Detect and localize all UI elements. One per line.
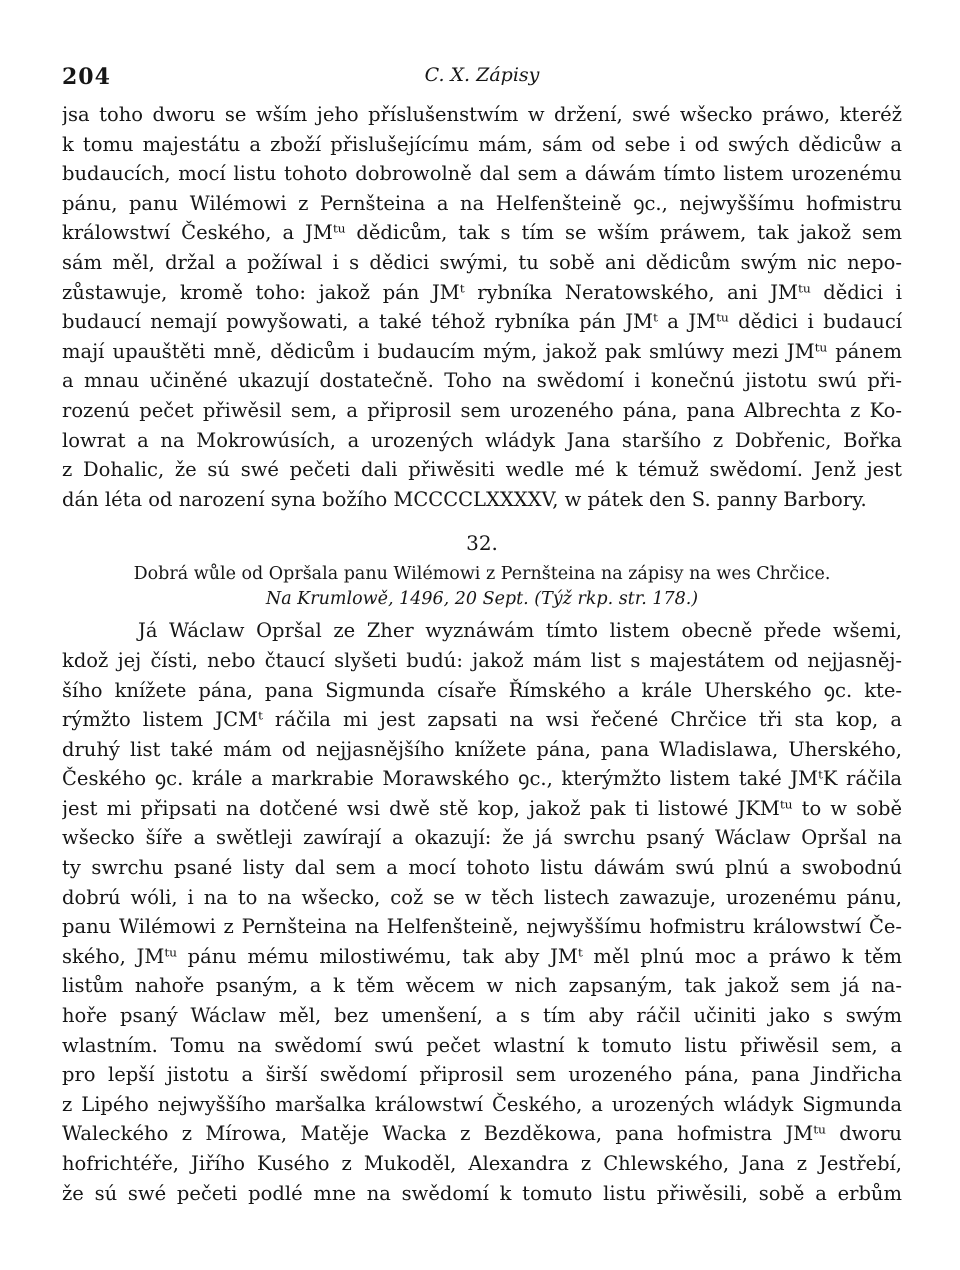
text-line: listům nahoře psaným, a k těm wěcem w nich zapsaným, tak jakož sem já na- bbox=[62, 974, 902, 998]
text-line: zůstawuje, kromě toho: jakož pán JMᵗ rybníka Neratowského, ani JMᵗᵘ dědici i bbox=[62, 280, 902, 304]
running-title: C. X. Zápisy bbox=[424, 64, 540, 86]
text-line: sám měl, držal a požíwal i s dědici swými, tu sobě ani dědicům swým nic nepo- bbox=[62, 250, 902, 274]
text-line: Já Wáclaw Opršal ze Zher wyznáwám tímto listem obecně přede wšemi, bbox=[138, 619, 902, 643]
text-line: druhý list také mám od nejjasnějšího knížete pána, pana Wladislawa, Uherského, bbox=[62, 737, 902, 761]
text-line: šího knížete pána, pana Sigmunda císaře Římského a krále Uherského ꝯc. kte- bbox=[62, 678, 902, 702]
text-line: ty swrchu psané listy dal sem a mocí tohoto listu dáwám swú plnú a swobodnú bbox=[62, 856, 902, 880]
text-line: wlastním. Tomu na swědomí swú pečet wlastní k tomuto listu přiwěsil sem, a bbox=[62, 1033, 902, 1057]
text-line: z Lipého nejwyššího maršalka králowstwí Českého, a urozených wládyk Sigmunda bbox=[62, 1092, 902, 1116]
page-header bbox=[62, 58, 902, 100]
text-line: a mnau učiněné ukazují dostatečně. Toho na swědomí i konečnú jistotu swú při- bbox=[62, 369, 902, 393]
text-line: že sú swé pečeti podlé mne na swědomí k tomuto listu přiwěsili, sobě a erbům bbox=[62, 1181, 902, 1205]
text-line: z Dohalic, že sú swé pečeti dali přiwěsiti wedle mé k témuž swědomí. Jenž jest bbox=[62, 458, 902, 482]
page-number: 204 bbox=[62, 64, 111, 90]
text-line: budaucí nemají powyšowati, a také téhož rybníka pán JMᵗ a JMᵗᵘ dědici i budaucí bbox=[62, 310, 902, 334]
text-line: jest mi připsati na dotčené wsi dwě stě kop, jakož pak ti listowé JKMᵗᵘ to w sobě bbox=[62, 796, 902, 820]
text-line: králowstwí Českého, a JMᵗᵘ dědicům, tak s tím se wším práwem, tak jakož sem bbox=[62, 221, 902, 245]
text-line: pro lepší jistotu a širší swědomí připrosil sem urozeného pána, pana Jindřicha bbox=[62, 1063, 902, 1087]
text-line: Waleckého z Mírowa, Matěje Wacka z Bezděkowa, pana hofmistra JMᵗᵘ dworu bbox=[62, 1122, 902, 1146]
paragraph-continued bbox=[62, 100, 902, 514]
text-line: Českého ꝯc. krále a markrabie Morawského ꝯc., kterýmžto listem také JMᵗK ráčila bbox=[62, 767, 902, 791]
text-line: panu Wilémowi z Pernšteina na Helfenšteině, nejwyššímu hofmistru králowstwí Če- bbox=[62, 915, 902, 939]
text-line: hofrichtéře, Jiřího Kusého z Mukoděl, Alexandra z Chlewského, Jana z Jestřebí, bbox=[62, 1152, 902, 1175]
text-line: dobrú wóli, i na to na wšecko, což se w těch listech zawazuje, urozenému pánu, bbox=[62, 885, 902, 909]
text-line: k tomu majestátu a zboží přislušejícímu mám, sám od sebe i od swých dědicůw a bbox=[62, 132, 902, 156]
section-number: 32. bbox=[466, 531, 498, 556]
text-line: hoře psaný Wáclaw měl, bez umenšení, a s tím aby ráčil učiniti jako s swým bbox=[62, 1004, 902, 1028]
text-line: pánu, panu Wilémowi z Pernšteina a na Helfenšteině ꝯc., nejwyššímu hofmistru bbox=[62, 191, 902, 215]
text-line: dán léta od narození syna božího MCCCCLXXXXV, w pátek den S. panny Barbory. bbox=[62, 487, 867, 511]
text-line: budaucích, mocí listu tohoto dobrowolně dal sem a dáwám tímto listem urozenému bbox=[62, 162, 902, 186]
document-source: Na Krumlowě, 1496, 20 Sept. (Týž rkp. str. 178.) bbox=[265, 589, 699, 610]
text-line: wšecko šíře a swětleji zawírají a okazují: že já swrchu psaný Wáclaw Opršal na bbox=[62, 826, 902, 850]
text-line: rýmžto listem JCMᵗ ráčila mi jest zapsati na wsi řečené Chrčice tři sta kop, a bbox=[62, 708, 902, 732]
text-line: rozenú pečet přiwěsil sem, a připrosil sem urozeného pána, pana Albrechta z Ko- bbox=[62, 398, 902, 422]
text-line: mají upauštěti mně, dědicům i budaucím mým, jakož pak smlúwy mezi JMᵗᵘ pánem bbox=[62, 339, 902, 363]
paragraph-document-32 bbox=[62, 616, 902, 1208]
document-title: Dobrá wůle od Opršala panu Wilémowi z Pernšteina na zápisy na wes Chrčice. bbox=[133, 564, 831, 585]
text-line: lowrat a na Mokrowúsích, a urozených wládyk Jana staršího z Dobřenic, Bořka bbox=[62, 428, 902, 452]
text-line: ského, JMᵗᵘ pánu mému milostiwému, tak aby JMᵗ měl plnú moc a práwo k těm bbox=[62, 944, 902, 968]
text-line: kdož jej čísti, nebo čtaucí slyšeti budú: jakož mám list s majestátem od nejjasněj- bbox=[62, 648, 902, 672]
text-line: jsa toho dworu se wším jeho příslušenstwím w držení, swé wšecko práwo, kteréž bbox=[62, 103, 902, 126]
